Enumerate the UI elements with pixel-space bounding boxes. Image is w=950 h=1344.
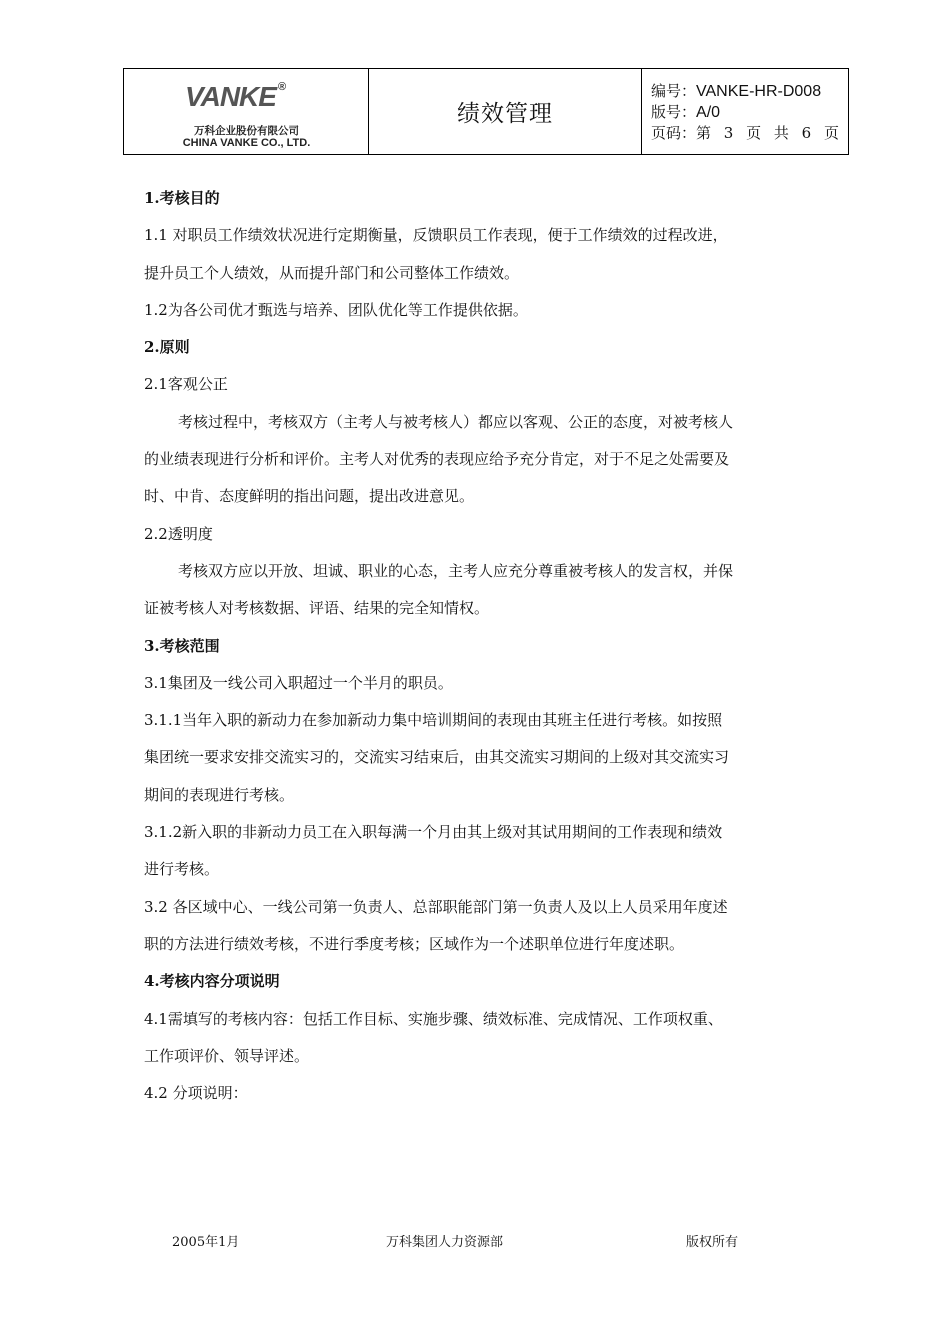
section-heading: 4.考核内容分项说明 (144, 972, 280, 991)
section-heading: 1.考核目的 (144, 189, 220, 207)
document-body (144, 180, 814, 1112)
footer-department: 万科集团人力资源部 (386, 1235, 504, 1250)
paragraph-line: 3.1集团及一线公司入职超过一个半月的职员。 (144, 673, 453, 692)
logo-cell (124, 69, 369, 154)
paragraph-line: 工作项评价、领导评述。 (144, 1046, 310, 1065)
paragraph-line: 提升员工个人绩效，从而提升部门和公司整体工作绩效。 (144, 263, 520, 282)
paragraph-line: 3.1.1当年入职的新动力在参加新动力集中培训期间的表现由其班主任进行考核。如按照 (144, 711, 723, 730)
company-name-cn: 万科企业股份有限公司 (194, 125, 299, 137)
doc-version: 版号：A/0 (651, 103, 721, 121)
meta-cell (642, 69, 848, 154)
document-header (123, 68, 849, 155)
page-number: 页码：第 3 页 共 6 页 (651, 124, 843, 142)
footer-date: 2005年1月 (172, 1235, 240, 1250)
section-heading: 2.原则 (144, 338, 190, 357)
paragraph-line: 3.2 各区域中心、一线公司第一负责人、总部职能部门第一负责人及以上人员采用年度述 (144, 897, 728, 916)
title-cell (369, 69, 642, 154)
footer-rights: 版权所有 (686, 1235, 739, 1250)
paragraph-line: 4.1需填写的考核内容：包括工作目标、实施步骤、绩效标准、完成情况、工作项权重、 (144, 1009, 723, 1028)
subsection-heading: 2.1客观公正 (144, 375, 228, 394)
paragraph-line: 职的方法进行绩效考核，不进行季度考核；区域作为一个述职单位进行年度述职。 (144, 934, 685, 953)
paragraph-line: 考核过程中，考核双方（主考人与被考核人）都应以客观、公正的态度，对被考核人 (178, 412, 734, 431)
paragraph-line: 证被考核人对考核数据、评语、结果的完全知情权。 (144, 599, 490, 618)
paragraph-line: 1.1 对职员工作绩效状况进行定期衡量，反馈职员工作表现，便于工作绩效的过程改进， (144, 226, 728, 245)
paragraph-line: 的业绩表现进行分析和评价。主考人对优秀的表现应给予充分肯定，对于不足之处需要及 (144, 450, 730, 469)
paragraph-line: 集团统一要求安排交流实习的，交流实习结束后，由其交流实习期间的上级对其交流实习 (144, 748, 730, 767)
subsection-heading: 2.2透明度 (144, 524, 213, 543)
doc-number: 编号：VANKE-HR-D008 (651, 82, 822, 100)
paragraph-line: 进行考核。 (144, 860, 220, 879)
paragraph-line: 4.2 分项说明： (144, 1084, 248, 1103)
paragraph-line: 考核双方应以开放、坦诚、职业的心态，主考人应充分尊重被考核人的发言权，并保 (178, 561, 734, 580)
company-name-en: CHINA VANKE CO., LTD. (182, 137, 311, 149)
section-heading: 3.考核范围 (144, 636, 220, 655)
paragraph-line: 3.1.2新入职的非新动力员工在入职每满一个月由其上级对其试用期间的工作表现和绩效 (144, 823, 723, 842)
paragraph-line: 1.2为各公司优才甄选与培养、团队优化等工作提供依据。 (144, 300, 528, 319)
paragraph-line: 时、中肯、态度鲜明的指出问题，提出改进意见。 (144, 487, 475, 506)
vanke-logo: VANKE ® (185, 81, 286, 112)
document-title: 绩效管理 (457, 101, 553, 127)
paragraph-line: 期间的表现进行考核。 (144, 785, 295, 804)
